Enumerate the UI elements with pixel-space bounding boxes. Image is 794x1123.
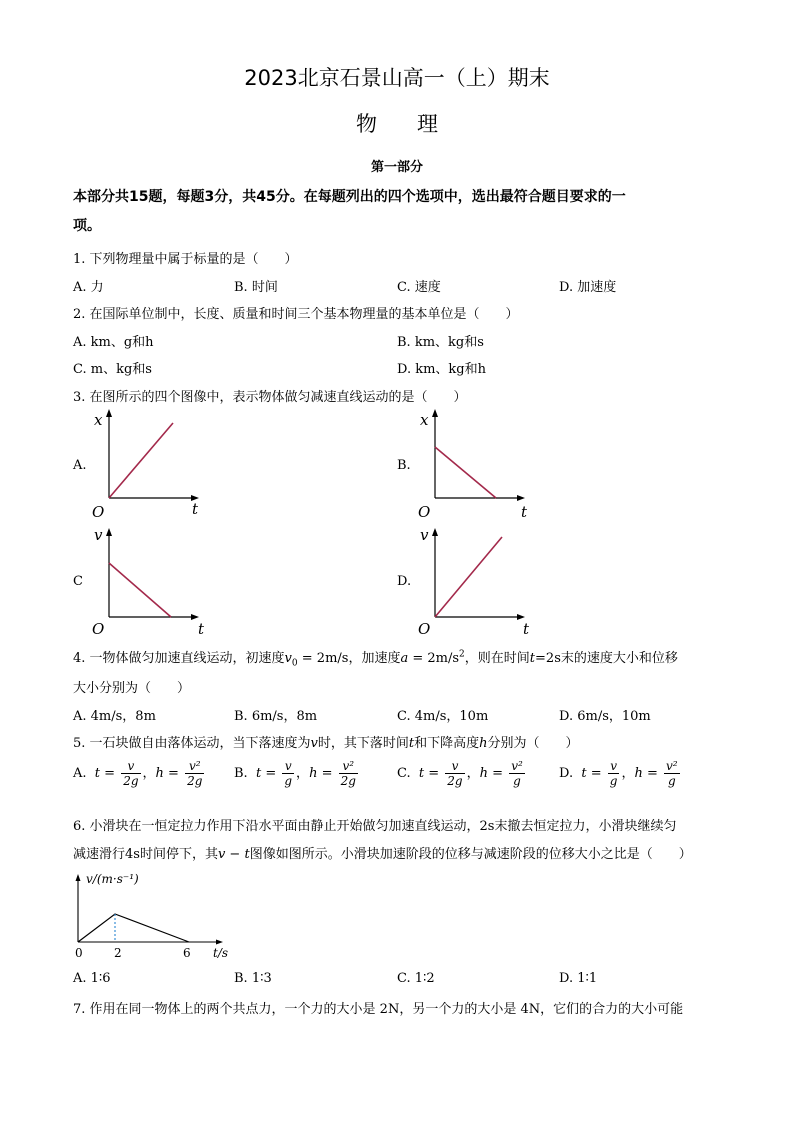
equals: =: [488, 766, 508, 781]
denominator: g: [667, 774, 676, 788]
separator: ，: [466, 766, 480, 781]
q2-option-c: C. m、kg和s: [73, 362, 152, 377]
h-fraction: [509, 759, 525, 788]
q3-graph-a: [82, 405, 212, 523]
instruction-line-1: 本部分共15题，每题3分，共45分。在每题列出的四个选项中，选出最符合题目要求的一: [73, 189, 626, 205]
equals: =: [586, 766, 606, 781]
q5-text: 时，其下落时间: [317, 736, 409, 751]
q1-option-d: D. 加速度: [559, 280, 617, 295]
q1-option-b: B. 时间: [234, 280, 278, 295]
denominator: 2g: [187, 774, 203, 788]
q3-option-a: A.: [73, 458, 87, 473]
q6-option-b: B. 1∶3: [234, 971, 272, 986]
denominator: 2g: [123, 774, 139, 788]
q5-option-d: [559, 759, 682, 788]
t-symbol: t: [418, 766, 425, 781]
graph-line: [435, 537, 502, 617]
origin-label: O: [418, 503, 431, 521]
y-axis-label: v: [94, 526, 103, 544]
h-symbol: h: [479, 766, 489, 781]
denominator: g: [513, 774, 521, 788]
h-symbol: h: [309, 766, 318, 781]
q4-text: =2s末的速度大小和位移: [535, 651, 678, 666]
y-axis-label: x: [94, 411, 103, 429]
equals: =: [424, 766, 444, 781]
q3-option-d: D.: [397, 574, 412, 589]
q7-stem: 7. 作用在同一物体上的两个共点力，一个力的大小是 2N，另一个力的大小是 4N，它们的合力的大小可能: [73, 1002, 684, 1017]
numerator: v: [608, 759, 620, 774]
q6-stem-line-2: [73, 843, 692, 862]
part-heading: 第一部分: [370, 160, 423, 175]
numerator: v: [445, 759, 464, 774]
q2-option-d: D. km、kg和h: [397, 362, 487, 377]
q5-option-c: [397, 759, 527, 788]
q2-stem: 2. 在国际单位制中，长度、质量和时间三个基本物理量的基本单位是（ ）: [73, 307, 519, 322]
vt-line: [78, 914, 189, 942]
numerator: v²: [666, 759, 678, 773]
q5-option-letter: C.: [397, 766, 411, 781]
q6-text: 减速滑行4s时间停下，其: [73, 847, 218, 862]
q4-a-superscript: 2: [459, 649, 465, 660]
graph-line: [109, 423, 173, 498]
y-axis-arrow: [432, 528, 438, 536]
h-fraction: [185, 759, 204, 788]
equals: =: [261, 766, 281, 781]
q4-a-symbol: a: [400, 651, 409, 666]
q5-option-b: [234, 759, 360, 788]
x-axis-arrow: [216, 940, 223, 945]
q4-text: 4. 一物体做匀加速直线运动，初速度: [73, 651, 285, 666]
subject-title: 物理: [356, 112, 478, 136]
equals: =: [642, 766, 663, 781]
q3-graph-c: [82, 522, 212, 640]
t-fraction: [445, 759, 464, 788]
q5-text: 和下降高度: [414, 736, 480, 751]
denominator: g: [609, 774, 618, 788]
q4-option-b: B. 6m/s，8m: [234, 709, 318, 724]
q1-option-a: A. 力: [73, 280, 104, 295]
equals: =: [163, 766, 184, 781]
denominator: g: [284, 774, 293, 788]
q4-stem-line-2: 大小分别为（ ）: [73, 681, 191, 696]
q5-v-symbol: v: [310, 736, 318, 751]
q4-option-d: D. 6m/s，10m: [559, 709, 651, 724]
separator: ，: [142, 766, 156, 781]
numerator: v²: [339, 759, 358, 774]
denominator: 2g: [447, 774, 463, 788]
q3-graph-b: [408, 405, 538, 523]
denominator: 2g: [340, 774, 356, 788]
q5-t-symbol: t: [408, 736, 415, 751]
q4-a-value: = 2m/s: [408, 651, 460, 666]
y-axis-arrow: [106, 528, 112, 536]
x-axis-label: t: [521, 503, 528, 521]
graph-line: [435, 447, 496, 498]
equals: =: [317, 766, 337, 781]
tick-label-2: 2: [114, 946, 122, 960]
h-symbol: h: [155, 766, 164, 781]
q6-option-d: D. 1∶1: [559, 971, 598, 986]
x-axis-label: t: [198, 620, 205, 638]
q4-stem-line-1: [73, 647, 678, 669]
h-fraction: [339, 759, 358, 788]
q3-option-c: C: [73, 574, 83, 589]
q6-vt-symbol: v − t: [217, 847, 250, 862]
t-symbol: t: [255, 766, 262, 781]
q5-stem: [73, 732, 579, 751]
t-fraction: [608, 759, 620, 788]
q5-text: 分别为（ ）: [487, 736, 579, 751]
y-axis-label: x: [420, 411, 429, 429]
q4-t-symbol: t: [529, 651, 536, 666]
q5-option-letter: D.: [559, 766, 574, 781]
q5-option-letter: A.: [73, 766, 87, 781]
exam-title: 2023北京石景山高一（上）期末: [244, 66, 550, 90]
origin-label: O: [418, 620, 431, 638]
q4-option-a: A. 4m/s，8m: [73, 709, 156, 724]
q3-option-b: B.: [397, 458, 411, 473]
origin-label: O: [92, 620, 105, 638]
tick-label-6: 6: [183, 946, 191, 960]
q1-option-c: C. 速度: [397, 280, 441, 295]
q5-text: 5. 一石块做自由落体运动，当下落速度为: [73, 736, 311, 751]
y-axis-label: v: [420, 526, 429, 544]
q6-option-a: A. 1∶6: [73, 971, 111, 986]
numerator: v: [121, 759, 140, 774]
instruction-line-2: 项。: [73, 218, 101, 234]
separator: ，: [296, 766, 310, 781]
separator: ，: [621, 766, 635, 781]
t-symbol: t: [581, 766, 587, 781]
q6-option-c: C. 1∶2: [397, 971, 435, 986]
q4-v0-value: = 2m/s: [297, 651, 349, 666]
y-axis-arrow: [76, 874, 81, 881]
numerator: v²: [185, 759, 204, 774]
q1-stem: 1. 下列物理量中属于标量的是（ ）: [73, 252, 298, 267]
t-fraction: [121, 759, 140, 788]
h-symbol: h: [634, 766, 643, 781]
y-axis-arrow: [432, 409, 438, 417]
q6-vt-graph: [66, 868, 246, 964]
q5-h-symbol: h: [479, 736, 488, 751]
t-symbol: t: [94, 766, 101, 781]
equals: =: [100, 766, 120, 781]
y-axis-label: v/(m·s⁻¹): [86, 872, 139, 886]
q3-stem: 3. 在图所示的四个图像中，表示物体做匀减速直线运动的是（ ）: [73, 390, 467, 405]
h-fraction: [664, 759, 680, 788]
q6-text: 图像如图所示。小滑块加速阶段的位移与减速阶段的位移大小之比是（ ）: [249, 847, 692, 862]
q4-option-c: C. 4m/s，10m: [397, 709, 489, 724]
graph-line: [109, 563, 171, 617]
x-axis-label: t: [192, 500, 199, 518]
numerator: v²: [511, 759, 523, 773]
q5-option-letter: B.: [234, 766, 248, 781]
q4-text: ，加速度: [348, 651, 401, 666]
q2-option-b: B. km、kg和s: [397, 335, 484, 350]
x-axis-label: t: [523, 620, 530, 638]
numerator: v: [282, 759, 294, 774]
q4-text: ，则在时间: [464, 651, 530, 666]
x-axis-arrow: [517, 495, 525, 501]
t-fraction: [282, 759, 294, 788]
q4-v0-subscript: 0: [291, 658, 298, 669]
origin-label: O: [92, 503, 105, 521]
q2-option-a: A. km、g和h: [73, 335, 154, 350]
q6-stem-line-1: 6. 小滑块在一恒定拉力作用下沿水平面由静止开始做匀加速直线运动，2s末撤去恒定拉力，小滑块继续匀: [73, 819, 677, 834]
q5-option-a: [73, 759, 206, 788]
tick-label-0: 0: [75, 946, 83, 960]
q4-v0-symbol: v: [284, 651, 292, 666]
q3-graph-d: [408, 522, 538, 640]
x-axis-label: t/s: [213, 946, 229, 960]
y-axis-arrow: [106, 409, 112, 417]
